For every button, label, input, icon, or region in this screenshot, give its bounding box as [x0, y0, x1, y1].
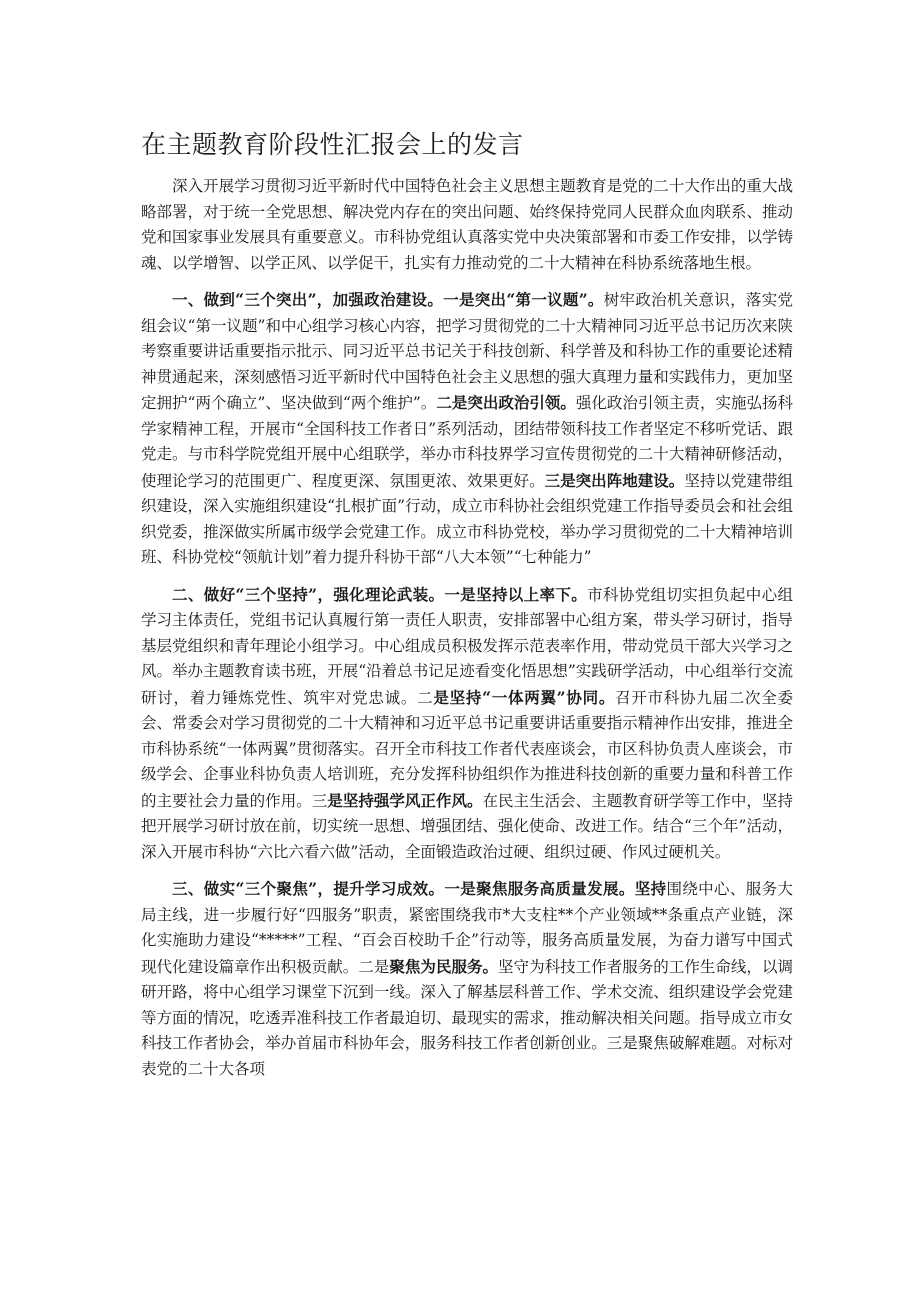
document-title: 在主题教育阶段性汇报会上的发言	[141, 130, 524, 159]
subsection-heading: 二是突出政治引领。	[436, 393, 576, 412]
paragraph-section-2	[141, 582, 793, 866]
paragraph-text: 树牢政治机关意识，落实党组会议“第一议题”和中心组学习核心内容，把学习贯彻党的二十大精神同习近平总书记历次来陕考察重要讲话重要指示批示、同习近平总书记关于科技创新、科学普及和科协工作的重要论述精神贯通起来，深刻感悟习近平新时代中国特色社会主义思想的强大真理力量和实践伟力，更加坚定拥护“两个确立”、坚决做到“两个维护”。	[141, 291, 793, 412]
subsection-heading: 聚焦为民服务。	[389, 956, 499, 976]
subsection-heading: 是坚持“一体两翼”协同。	[433, 687, 616, 707]
paragraph-text: 市科协党组切实担负起中心组学习主体责任，党组书记认真履行第一责任人职责，安排部署中心组方案，带头学习研讨，指导基层党组织和青年理论小组学习。中心组成员积极发挥示范表率作用，带动党员干部大兴学习之风。举办主题教育读书班，开展“沿着总书记足迹看变化悟思想”实践研学活动，中心组举行交流研讨，着力锤炼党性、筑牢对党忠诚。二	[141, 585, 793, 707]
paragraph-text: 强化政治引领主责，实施弘扬科学家精神工程，开展市“全国科技工作者日”系列活动，团结带领科技工作者坚定不移听党话、跟党走。与市科学院党组开展中心组联学，举办市科技界学习宣传贯彻党的二十大精神研修活动，使理论学习的范围更广、程度更深、氛围更浓、效果更好。	[141, 394, 793, 490]
section-heading: 三、做实“三个聚焦”，提升学习成效。一是聚焦服务高质量发展。坚持	[172, 879, 667, 898]
section-heading: 二、做好“三个坚持”，强化理论武装。一是坚持以上率下。	[172, 584, 588, 604]
paragraph-text: 深入开展学习贯彻习近平新时代中国特色社会主义思想主题教育是党的二十大作出的重大战略部署，对于统一全党思想、解决党内存在的突出问题、始终保持党同人民群众血肉联系、推动党和国家事业发展具有重要意义。市科协党组认真落实党中央决策部署和市委工作安排，以学铸魂、以学增智、以学正风、以学促干，扎实有力推动党的二十大精神在科协系统落地生根。	[141, 177, 793, 272]
paragraph-text: 坚持以党建带组织建设，深入实施组织建设“扎根扩面”行动，成立市科协社会组织党建工作指导委员会和社会组织党委，推深做实所属市级学会党建工作。成立市科协党校，举办学习贯彻党的二十大精神培训班、科协党校“领航计划”着力提升科协干部“八大本领”“七种能力”	[141, 471, 793, 566]
document-body	[141, 174, 793, 1082]
paragraph-text: 围绕中心、服务大局主线，进一步履行好“四服务”职责，紧密围绕我市*大支柱**个产业领域**条重点产业链，深化实施助力建设“*****”工程、“百会百校助千企”行动等，服务高质量发展，为奋力谱写中国式现代化建设篇章作出积极贡献。二是	[141, 880, 793, 976]
paragraph-text: 坚守为科技工作者服务的工作生命线，以调研开路，将中心组学习课堂下沉到一线。深入了解基层科普工作、学术交流、组织建设学会党建等方面的情况，吃透弄准科技工作者最迫切、最现实的需求，推动解决相关问题。指导成立市女科技工作者协会，举办首届市科协年会，服务科技工作者创新创业。三是聚焦破解难题。对标对表党的二十大各项	[141, 957, 793, 1078]
paragraph-section-3	[141, 876, 793, 1082]
paragraph-text: 召开市科协九届二次全委会、常委会对学习贯彻党的二十大精神和习近平总书记重要讲话重要指示精神作出安排，推进全市科协系统“一体两翼”贯彻落实。召开全市科技工作者代表座谈会，市区科协负责人座谈会，市级学会、企事业科协负责人培训班，充分发挥科协组织作为推进科技创新的重要力量和科普工作的主要社会力量的作用。三	[141, 688, 793, 810]
subsection-heading: 是坚持强学风正作风。	[327, 790, 483, 810]
section-heading: 一、做到“三个突出”，加强政治建设。一是突出“第一议题”。	[172, 290, 604, 309]
paragraph-intro	[141, 174, 793, 276]
document-page	[141, 128, 793, 1093]
subsection-heading: 三是突出阵地建设。	[544, 470, 685, 490]
paragraph-section-1	[141, 287, 793, 571]
paragraph-text: 在民主生活会、主题教育研学等工作中，坚持把开展学习研讨放在前，切实统一思想、增强团结、强化使命、改进工作。结合“三个年”活动，深入开展市科协“六比六看六做”活动，全面锻造政治过硬、组织过硬、作风过硬机关。	[141, 791, 793, 861]
